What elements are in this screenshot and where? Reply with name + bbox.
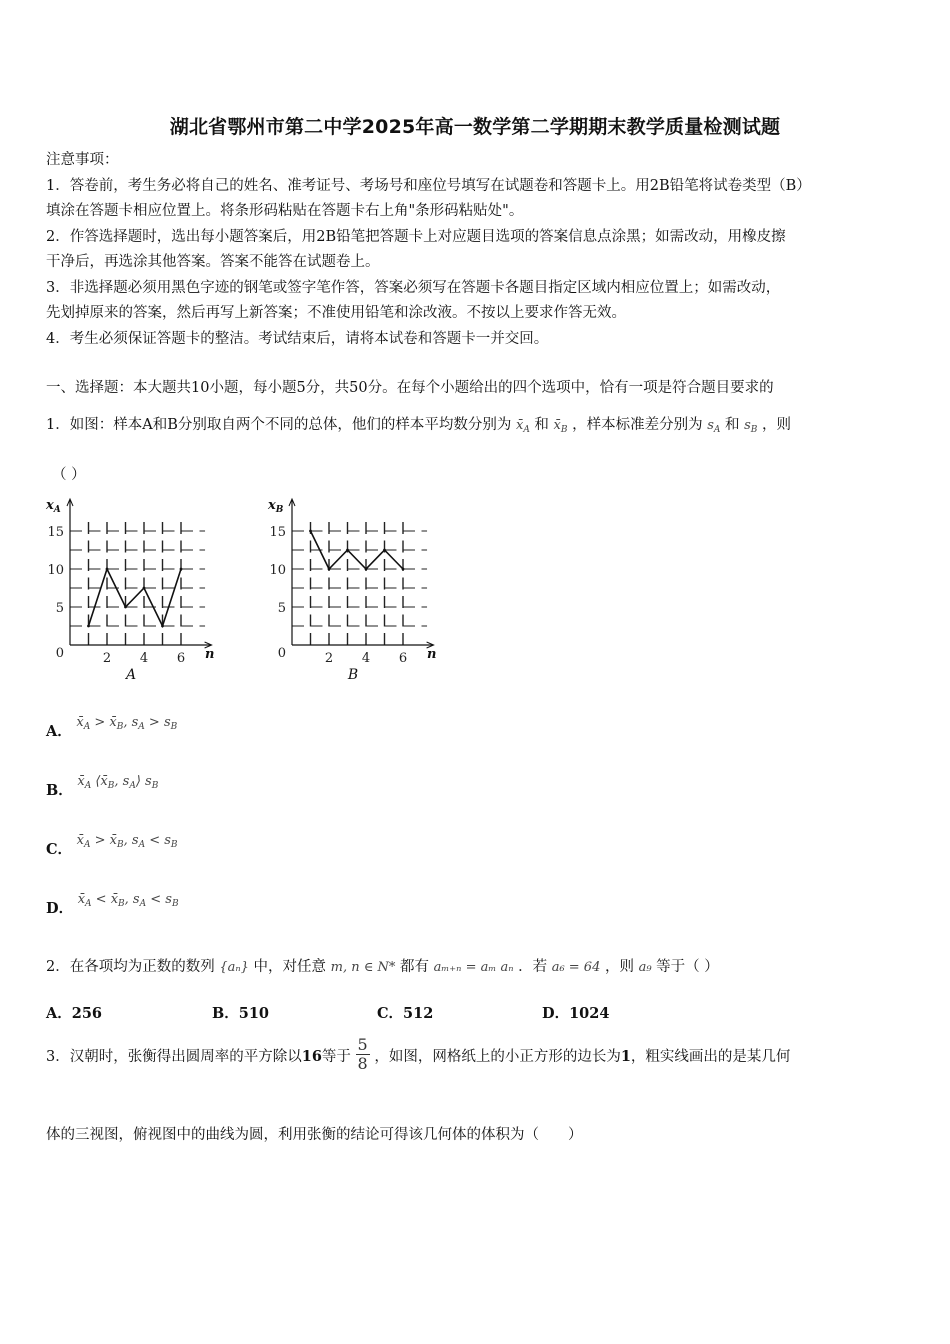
- series-line: [89, 569, 182, 626]
- q1-paren: （ ）: [52, 467, 86, 483]
- q1-text: ，样本标准差分别为: [572, 417, 703, 433]
- data-point: [180, 568, 183, 571]
- y-axis-label-subscript: B: [275, 505, 284, 515]
- y-tick-label: 0: [55, 646, 64, 661]
- chart-b: [262, 492, 447, 687]
- question-3-stem: [46, 1036, 790, 1073]
- fraction-denominator: 8: [357, 1054, 368, 1073]
- data-point: [124, 606, 127, 609]
- option-a-label: A．: [46, 723, 72, 740]
- option-d-math: $x̄_A$ < $x̄_B$, $s_A < s_B$: [77, 892, 179, 909]
- q3-number-16: 16: [301, 1048, 322, 1065]
- x-tick-label: 2: [324, 651, 334, 666]
- y-tick-label: 10: [47, 563, 64, 578]
- x-axis-label: n: [205, 647, 215, 662]
- y-axis-label: $x_B$: [268, 498, 284, 515]
- option-c[interactable]: [46, 828, 178, 858]
- sd-b-symbol: $s_B$: [744, 418, 758, 435]
- page-title: 湖北省鄂州市第二中学2025年高一数学第二学期期末教学质量检测试题: [169, 116, 781, 138]
- q2-seq: {aₙ}: [219, 960, 249, 975]
- q1-and: 和: [725, 417, 740, 433]
- mean-a-symbol: $x̄_A$: [515, 418, 530, 435]
- q2-cond: m, n ∈ N*: [330, 960, 396, 975]
- x-tick-label: 6: [398, 651, 408, 666]
- y-tick-label: 0: [277, 646, 286, 661]
- question-2-stem: [46, 955, 719, 976]
- q3-text: ，粗实线画出的是某几何: [630, 1049, 791, 1065]
- q3-line-2: 体的三视图，俯视图中的曲线为圆，利用张衡的结论可得该几何体的体积为（ ）: [46, 1127, 583, 1143]
- data-point: [346, 549, 349, 552]
- option-d-label: D．: [46, 900, 74, 917]
- y-tick-label: 5: [277, 601, 286, 616]
- y-tick-label: 5: [55, 601, 64, 616]
- q2-text: 中，对任意: [253, 959, 327, 975]
- notes-line: 干净后，再选涂其他答案。答案不能答在试题卷上。: [46, 254, 380, 270]
- x-tick-label: 6: [176, 651, 186, 666]
- question-1-stem: [46, 413, 791, 435]
- y-axis-label-subscript: A: [53, 505, 61, 515]
- q2-text: ，则: [604, 959, 634, 975]
- chart-caption: A: [125, 667, 137, 683]
- notes-section: [46, 148, 906, 352]
- data-point: [87, 625, 90, 628]
- mean-b-symbol: $x̄_B$: [553, 418, 568, 435]
- data-point: [161, 625, 164, 628]
- data-point: [365, 568, 368, 571]
- x-tick-label: 2: [102, 651, 112, 666]
- option-d[interactable]: [46, 887, 179, 917]
- q3-text: 3．汉朝时，张衡得出圆周率的平方除以: [46, 1049, 302, 1065]
- q2-text: 都有: [399, 959, 429, 975]
- q2-option-d[interactable]: D．1024: [542, 1005, 610, 1022]
- q2-text: ．若: [518, 959, 548, 975]
- q2-target: a₉: [638, 960, 652, 975]
- q1-text: 1．如图：样本A和B分别取自两个不同的总体，他们的样本平均数分别为: [46, 417, 512, 433]
- notes-line: 4．考生必须保证答题卡的整洁。考试结束后，请将本试卷和答题卡一并交回。: [46, 330, 549, 347]
- notes-line: 填涂在答题卡相应位置上。将条形码粘贴在答题卡右上角"条形码粘贴处"。: [46, 203, 524, 219]
- q2-option-c[interactable]: C．512: [377, 1005, 434, 1022]
- q1-text: ，则: [762, 417, 792, 433]
- q2-option-b[interactable]: B．510: [212, 1005, 270, 1022]
- data-point: [143, 587, 146, 590]
- option-b-label: B．: [46, 782, 73, 799]
- q3-text: 等于: [321, 1049, 351, 1065]
- q1-and: 和: [534, 417, 549, 433]
- data-point: [328, 568, 331, 571]
- q2-text: 2．在各项均为正数的数列: [46, 959, 215, 975]
- y-tick-label: 15: [47, 525, 64, 540]
- q3-fraction: [356, 1036, 370, 1073]
- data-point: [309, 530, 312, 533]
- y-axis-label: $x_A$: [46, 498, 61, 515]
- y-tick-label: 15: [269, 525, 286, 540]
- data-point: [106, 568, 109, 571]
- notes-line: 1．答卷前，考生务必将自己的姓名、准考证号、考场号和座位号填写在试题卷和答题卡上。用2B铅笔将试卷类型（B）: [46, 177, 811, 194]
- q2-option-a[interactable]: A．256: [46, 1005, 103, 1022]
- notes-heading: 注意事项：: [46, 152, 119, 168]
- y-tick-label: 10: [269, 563, 286, 578]
- option-b-math: $x̄_A$ $⟨x̄_B$, $s_A⟩$ $s_B$: [77, 774, 159, 791]
- chart-caption: B: [347, 667, 359, 683]
- q2-relation: aₘ₊ₙ = aₘ aₙ: [433, 960, 514, 975]
- option-a-math: $x̄_A$ > $x̄_B$, $s_A > s_B$: [76, 715, 178, 732]
- option-c-label: C．: [46, 841, 73, 858]
- fraction-numerator: 5: [357, 1035, 368, 1054]
- x-tick-label: 4: [361, 651, 371, 666]
- option-b[interactable]: [46, 769, 159, 799]
- notes-line: 3．非选择题必须用黑色字迹的钢笔或签字笔作答，答案必须写在答题卡各题目指定区域内相应位置上；如需改动，: [46, 279, 781, 296]
- x-tick-label: 4: [139, 651, 149, 666]
- chart-a: [40, 492, 225, 687]
- data-point: [402, 568, 405, 571]
- section-heading: 一、选择题：本大题共10小题，每小题5分，共50分。在每个小题给出的四个选项中，恰有一项是符合题目要求的: [46, 380, 774, 396]
- q2-given: a₆ = 64: [551, 960, 601, 975]
- sd-a-symbol: $s_A$: [707, 418, 721, 435]
- notes-line: 2．作答选择题时，选出每小题答案后，用2B铅笔把答题卡上对应题目选项的答案信息点涂黑；如需改动，用橡皮擦: [46, 228, 786, 245]
- q2-text: 等于（ ）: [656, 959, 719, 975]
- q3-number-1: 1: [620, 1048, 631, 1065]
- data-point: [383, 549, 386, 552]
- x-axis-label: n: [427, 647, 437, 662]
- q3-text: ，如图，网格纸上的小正方形的边长为: [374, 1049, 621, 1065]
- option-c-math: $x̄_A$ > $x̄_B$, $s_A < s_B$: [76, 833, 178, 850]
- option-a[interactable]: [46, 710, 178, 740]
- notes-line: 先划掉原来的答案，然后再写上新答案；不准使用铅笔和涂改液。不按以上要求作答无效。: [46, 305, 626, 321]
